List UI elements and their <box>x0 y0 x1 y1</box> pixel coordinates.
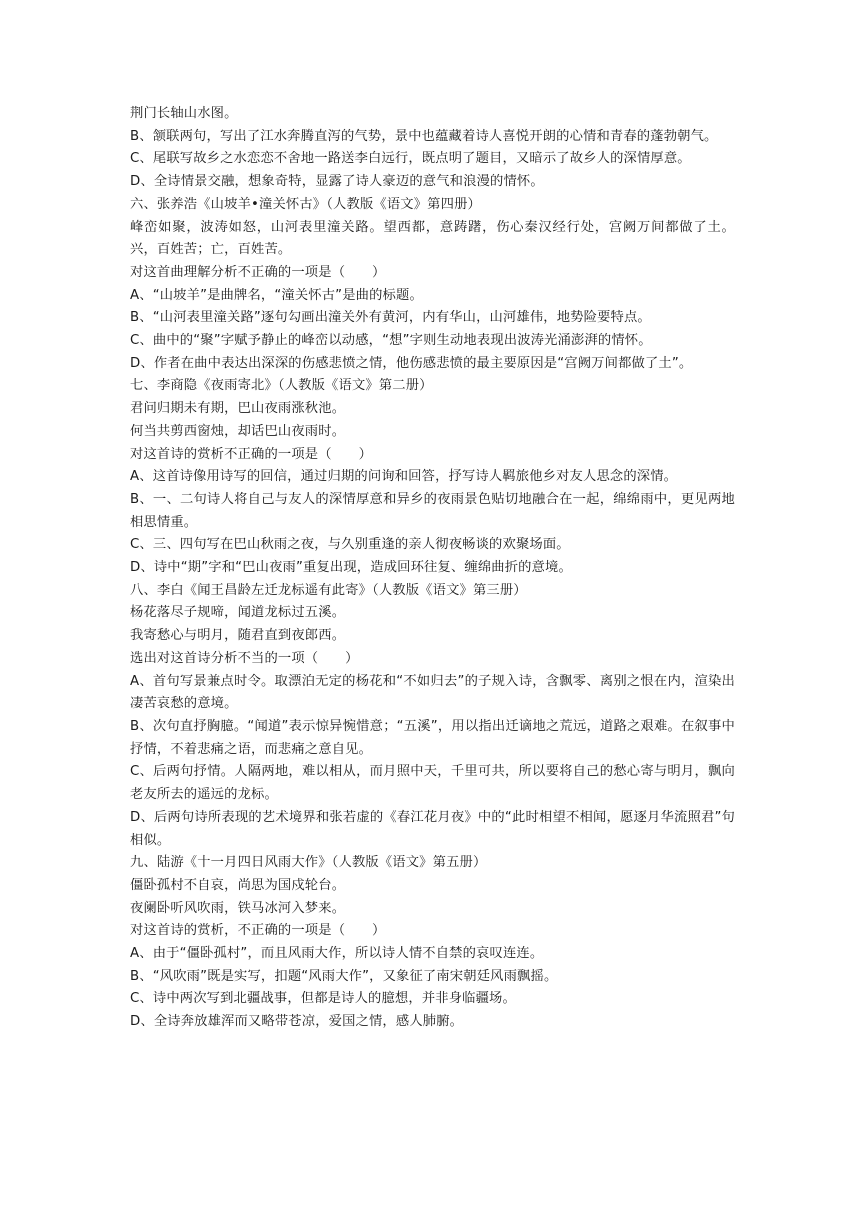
poem-line: 君问归期未有期，巴山夜雨涨秋池。 <box>130 401 346 417</box>
section-heading: 六、张养浩《山坡羊•潼关怀古》（人教版《语文》第四册） <box>130 196 481 212</box>
answer-option: C、三、四句写在巴山秋雨之夜，与久别重逢的亲人彻夜畅谈的欢聚场面。 <box>130 537 570 553</box>
answer-option: B、一、二句诗人将自己与友人的深情厚意和异乡的夜雨景色贴切地融合在一起，绵绵雨中，更见两地相思情重。 <box>130 491 735 530</box>
poem-line: 僵卧孤村不自哀，尚思为国戍轮台。 <box>130 877 346 893</box>
answer-option: B、次句直抒胸臆。“闻道”表示惊异惋惜意；“五溪”，用以指出迁谪地之荒远，道路之艰难。在叙事中抒情，不着悲痛之语，而悲痛之意自见。 <box>130 718 735 757</box>
answer-option: D、作者在曲中表达出深深的伤感悲愤之情，他伤感悲愤的最主要原因是“宫阙万间都做了土”。 <box>130 355 693 371</box>
answer-option: D、诗中“期”字和“巴山夜雨”重复出现，造成回环往复、缠绵曲折的意境。 <box>130 560 572 576</box>
poem-line: 夜阑卧听风吹雨，铁马冰河入梦来。 <box>130 900 346 916</box>
question-prompt: 对这首诗的赏析，不正确的一项是（ ） <box>130 923 386 939</box>
question-prompt: 选出对这首诗分析不当的一项（ ） <box>130 650 359 666</box>
answer-option: C、诗中两次写到北疆战事，但都是诗人的臆想，并非身临疆场。 <box>130 991 516 1007</box>
answer-option: C、后两句抒情。人隔两地，难以相从，而月照中天，千里可共，所以要将自己的愁心寄与明月，飘向老友所去的遥远的龙标。 <box>130 764 735 803</box>
answer-option: B、“风吹雨”既是实写，扣题“风雨大作”，又象征了南宋朝廷风雨飘摇。 <box>130 968 558 984</box>
document-page <box>130 103 735 1034</box>
text-line: C、尾联写故乡之水恋恋不舍地一路送李白远行，既点明了题目，又暗示了故乡人的深情厚意。 <box>130 151 691 167</box>
question-prompt: 对这首曲理解分析不正确的一项是（ ） <box>130 264 386 280</box>
text-line: B、颔联两句，写出了江水奔腾直泻的气势，景中也蕴藏着诗人喜悦开朗的心情和青春的蓬勃朝气。 <box>130 128 718 144</box>
answer-option: A、由于“僵卧孤村”，而且风雨大作，所以诗人情不自禁的哀叹连连。 <box>130 946 544 962</box>
section-heading: 九、陆游《十一月四日风雨大作》（人教版《语文》第五册） <box>130 855 487 871</box>
poem-line: 何当共剪西窗烛，却话巴山夜雨时。 <box>130 423 346 439</box>
poem-text: 峰峦如聚，波涛如怒，山河表里潼关路。望西都，意踌躇，伤心秦汉经行处，宫阙万间都做了土。兴，百姓苦；亡，百姓苦。 <box>130 219 735 258</box>
question-prompt: 对这首诗的赏析不正确的一项是（ ） <box>130 446 373 462</box>
section-heading: 七、李商隐《夜雨寄北》（人教版《语文》第二册） <box>130 378 433 394</box>
poem-line: 杨花落尽子规啼，闻道龙标过五溪。 <box>130 605 346 621</box>
text-line: 荆门长轴山水图。 <box>130 106 238 121</box>
text-line: D、全诗情景交融，想象奇特，显露了诗人豪迈的意气和浪漫的情怀。 <box>130 174 544 190</box>
answer-option: D、全诗奔放雄浑而又略带苍凉，爱国之情，感人肺腑。 <box>130 1014 464 1030</box>
answer-option: B、“山河表里潼关路”逐句勾画出潼关外有黄河，内有华山，山河雄伟，地势险要特点。 <box>130 310 651 326</box>
section-heading: 八、李白《闻王昌龄左迁龙标遥有此寄》（人教版《语文》第三册） <box>130 582 527 598</box>
answer-option: A、“山坡羊”是曲牌名，“潼关怀古”是曲的标题。 <box>130 287 423 303</box>
answer-option: C、曲中的“聚”字赋予静止的峰峦以动感，“想”字则生动地表现出波涛光涌澎湃的情怀。 <box>130 333 652 349</box>
answer-option: D、后两句诗所表现的艺术境界和张若虚的《春江花月夜》中的“此时相望不相闻，愿逐月华流照君”句相似。 <box>130 809 735 848</box>
answer-option: A、这首诗像用诗写的回信，通过归期的问询和回答，抒写诗人羁旅他乡对友人思念的深情。 <box>130 469 678 485</box>
poem-line: 我寄愁心与明月，随君直到夜郎西。 <box>130 628 346 644</box>
answer-option: A、首句写景兼点时令。取漂泊无定的杨花和“不如归去”的子规入诗，含飘零、离别之恨在内，渲染出凄苦哀愁的意境。 <box>130 673 735 712</box>
